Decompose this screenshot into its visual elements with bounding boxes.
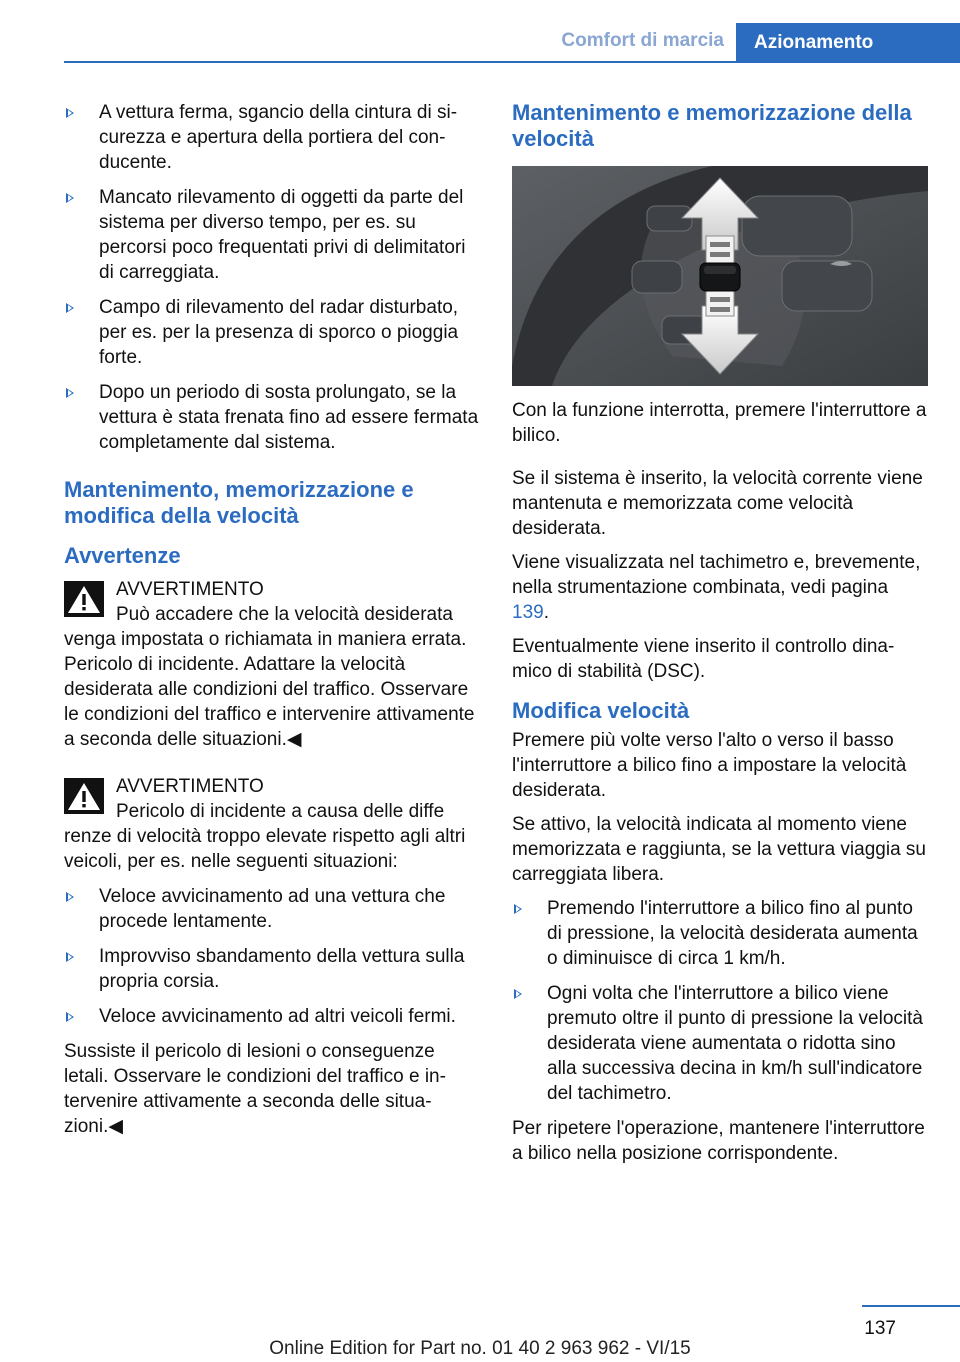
left-column xyxy=(64,100,480,1148)
header-chapter-tab: Azionamento xyxy=(736,23,960,63)
bullet-triangle-icon xyxy=(66,388,74,398)
paragraph: Premere più volte verso l'alto o verso il basso l'interruttore a bilico fino a impostare la velocità desiderata. xyxy=(512,730,907,801)
header-rule xyxy=(64,61,960,63)
warning-title: AVVERTIMENTO xyxy=(116,579,264,600)
subsection-heading: Modifica velocità xyxy=(512,698,690,723)
warning-title: AVVERTIMENTO xyxy=(116,776,264,797)
warning-text: venga impostata o richiamata in maniera errata. Pericolo di incidente. Adattare la velocità desiderata alle condizioni del traffico. Osservare le condizioni del traffico e intervenire attivamente a seconda delle situazioni.◀ xyxy=(64,629,475,750)
section-heading: Mantenimento e memorizzazione della velocità xyxy=(512,100,912,151)
bullet-triangle-icon xyxy=(66,1012,74,1022)
paragraph: Eventualmente viene inserito il controllo dinamico di stabilità (DSC). xyxy=(512,636,895,682)
edition-footer: Online Edition for Part no. 01 40 2 963 962 - VI/15 xyxy=(269,1338,691,1359)
paragraph: Se il sistema è inserito, la velocità corrente viene mantenuta e memorizzata come velocità desiderata. xyxy=(512,468,923,539)
adjustment-list xyxy=(512,896,928,1106)
rocker-switch-illustration-icon xyxy=(512,166,928,386)
list-item: Dopo un periodo di sosta prolungato, se la vettura è stata frenata fino ad essere fermata completamente dal sistema. xyxy=(64,380,480,455)
bullet-triangle-icon xyxy=(66,952,74,962)
paragraph: Viene visualizzata nel tachimetro e, brevemente, nella strumentazione combinata, vedi pagina 139. xyxy=(512,552,921,623)
list-item: A vettura ferma, sgancio della cintura di sicurezza e apertura della portiera del conducente. xyxy=(64,100,480,175)
paragraph: Se attivo, la velocità indicata al momento viene memorizzata e raggiunta, se la vettura viaggia su carreggiata libera. xyxy=(512,814,926,885)
bullet-triangle-icon xyxy=(514,989,522,999)
condition-list xyxy=(64,100,480,455)
warning-triangle-icon xyxy=(64,581,104,617)
list-item: Veloce avvicinamento ad una vettura che procede lentamente. xyxy=(64,884,480,934)
bullet-triangle-icon xyxy=(514,904,522,914)
paragraph: Con la funzione interrotta, premere l'interruttore a bilico. xyxy=(512,400,927,446)
warning-triangle-icon xyxy=(64,778,104,814)
list-item: Mancato rilevamento di oggetti da parte del sistema per diverso tempo, per es. su percorsi poco frequentati privi di delimitatori di carreggiata. xyxy=(64,185,480,285)
subsection-heading: Avvertenze xyxy=(64,543,181,568)
right-column xyxy=(512,100,928,1175)
bullet-triangle-icon xyxy=(66,303,74,313)
list-item: Improvviso sbandamento della vettura sulla propria corsia. xyxy=(64,944,480,994)
page-number: 137 xyxy=(864,1318,896,1339)
page-reference-link[interactable]: 139 xyxy=(512,602,544,623)
paragraph: Per ripetere l'operazione, mantenere l'interruttore a bilico nella posizione corrispondente. xyxy=(512,1118,925,1164)
steering-wheel-rocker-switch-illustration xyxy=(512,166,928,386)
footer-rule xyxy=(862,1305,960,1307)
bullet-triangle-icon xyxy=(66,892,74,902)
situation-list xyxy=(64,884,480,1029)
bullet-triangle-icon xyxy=(66,108,74,118)
section-heading: Mantenimento, memorizzazione e modifica della velocità xyxy=(64,477,414,528)
list-item: Premendo l'interruttore a bilico fino al punto di pressione, la velocità desiderata aumenta o diminuisce di circa 1 km/h. xyxy=(512,896,928,971)
warning-block xyxy=(64,577,480,752)
warning-text: renze di velocità troppo elevate rispetto agli altri veicoli, per es. nelle seguenti situazioni: xyxy=(64,826,466,872)
warning-first-line: Può accadere che la velocità desiderata xyxy=(116,604,453,625)
warning-first-line: Pericolo di incidente a causa delle diffe xyxy=(116,801,445,822)
warning-block xyxy=(64,774,480,874)
list-item: Veloce avvicinamento ad altri veicoli fermi. xyxy=(64,1004,480,1029)
list-item: Campo di rilevamento del radar disturbato, per es. per la presenza di sporco o pioggia forte. xyxy=(64,295,480,370)
warning-closing-text: Sussiste il pericolo di lesioni o conseguenze letali. Osservare le condizioni del traffico e intervenire attivamente a seconda delle situazioni.◀ xyxy=(64,1041,446,1137)
header-section-tab: Comfort di marcia xyxy=(561,30,724,51)
bullet-triangle-icon xyxy=(66,193,74,203)
list-item: Ogni volta che l'interruttore a bilico viene premuto oltre il punto di pressione la velocità desiderata viene aumentata o ridotta sino alla successiva decina in km/h sull'indicatore del tachimetro. xyxy=(512,981,928,1106)
